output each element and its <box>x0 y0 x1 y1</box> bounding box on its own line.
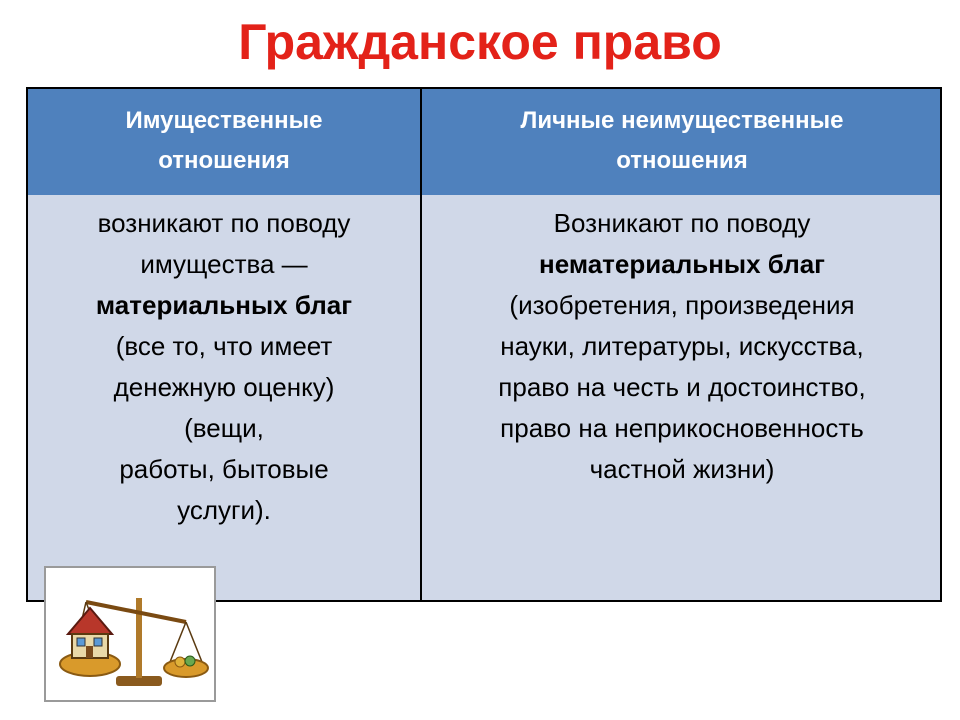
cell-text-line: денежную оценку) <box>113 372 335 402</box>
cell-text-line: имущества — <box>140 249 308 279</box>
table-body-row <box>28 195 940 600</box>
house-on-scales-icon <box>44 566 216 702</box>
header-personal-relations <box>422 89 942 195</box>
comparison-table <box>26 87 942 602</box>
cell-text-line: науки, литературы, искусства, <box>500 331 864 361</box>
cell-text-line: право на неприкосновенность <box>500 413 864 443</box>
cell-text-line: нематериальных благ <box>539 249 825 279</box>
header-line: Личные неимущественные <box>520 107 844 134</box>
house-scales-drawing <box>46 568 214 700</box>
header-line: Имущественные <box>125 107 323 134</box>
cell-text-line: (вещи, <box>184 413 264 443</box>
header-line: отношения <box>158 147 290 174</box>
column-divider <box>420 89 422 600</box>
cell-personal-description <box>422 195 942 600</box>
header-line: отношения <box>616 147 748 174</box>
cell-property-description <box>28 195 420 600</box>
cell-text-line: (изобретения, произведения <box>509 290 855 320</box>
table-header-row <box>28 89 940 197</box>
cell-text-line: право на честь и достоинство, <box>498 372 866 402</box>
cell-text-line: возникают по поводу <box>97 208 351 238</box>
header-property-relations <box>28 89 420 195</box>
cell-text-line: (все то, что имеет <box>115 331 333 361</box>
cell-text-line: Возникают по поводу <box>553 208 811 238</box>
cell-text-line: работы, бытовые <box>119 454 329 484</box>
page-title: Гражданское право <box>238 14 722 70</box>
scale-pole <box>136 598 142 678</box>
cell-text-line: услуги). <box>177 495 271 525</box>
cell-text-line: частной жизни) <box>589 454 775 484</box>
cell-text-line: материальных благ <box>95 290 353 320</box>
house-roof <box>68 608 112 634</box>
